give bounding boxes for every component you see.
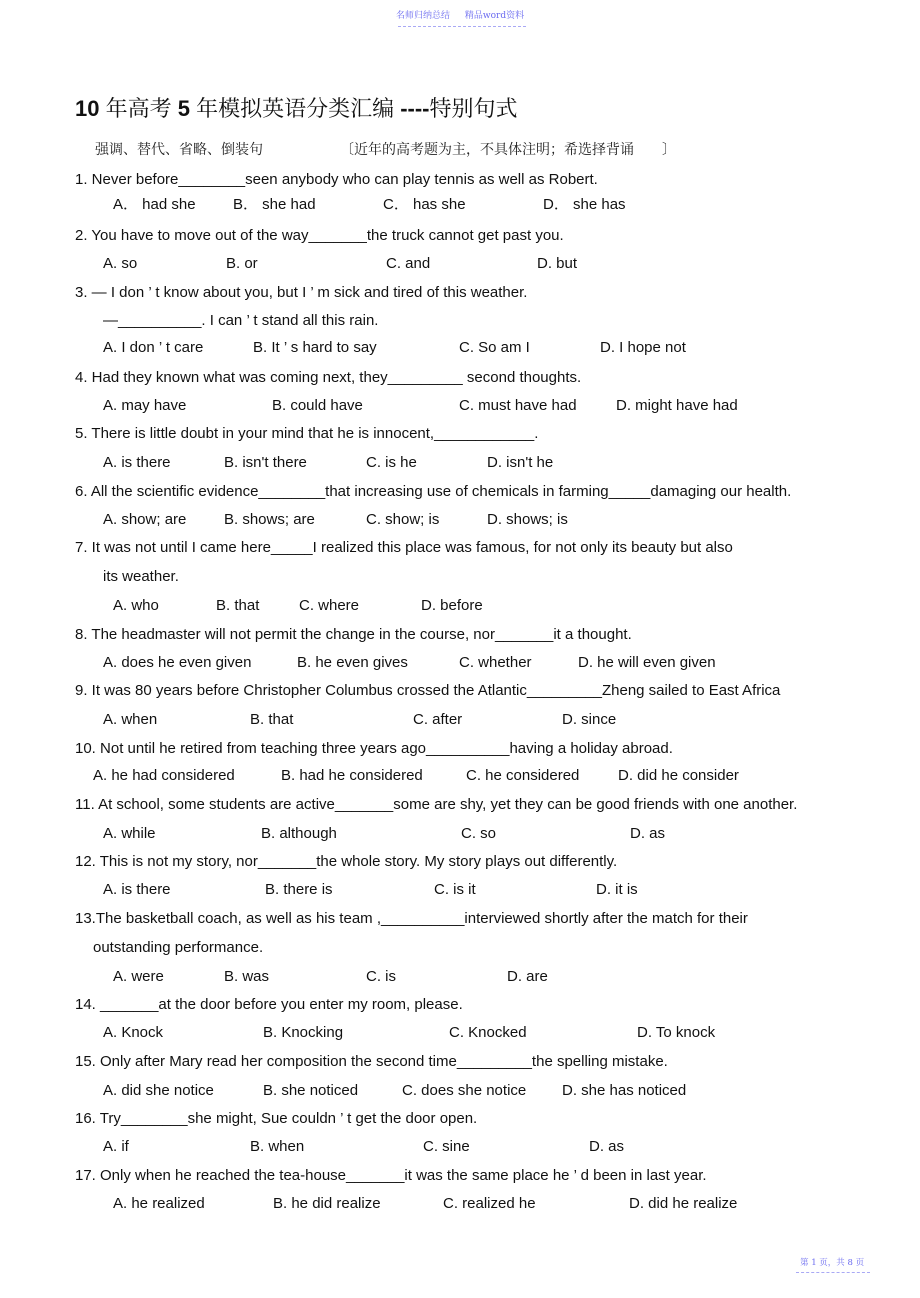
answer-option-b: B． she had (233, 196, 316, 213)
answer-option-d: D. I hope not (600, 339, 686, 356)
answer-option-a: A. is there (103, 881, 171, 898)
answer-option-b: B. could have (272, 397, 363, 414)
question-text: 7. It was not until I came here_____I realized this place was famous, for not only its beauty but also (75, 539, 733, 556)
answer-option-a: A. were (113, 968, 164, 985)
answer-option-c: C. is (366, 968, 396, 985)
answer-option-d: D. it is (596, 881, 638, 898)
answer-option-d: D. shows; is (487, 511, 568, 528)
question-text: 17. Only when he reached the tea-house_______it was the same place he ’ d been in last year. (75, 1167, 707, 1184)
question-text-continued: its weather. (103, 568, 179, 585)
answer-option-c: C. must have had (459, 397, 577, 414)
question-text: 1. Never before________seen anybody who can play tennis as well as Robert. (75, 171, 598, 188)
question-text: 11. At school, some students are active_______some are shy, yet they can be good friends with one another. (75, 796, 798, 813)
question-text-continued: —__________. I can ’ t stand all this rain. (103, 312, 379, 329)
answer-option-c: C. is it (434, 881, 476, 898)
answer-option-d: D. since (562, 711, 617, 728)
subtitle-topics: 强调、替代、省略、倒装句 (95, 142, 263, 158)
question-text: 4. Had they known what was coming next, they_________ second thoughts. (75, 369, 582, 386)
answer-option-a: A. when (103, 711, 158, 728)
title-part: 年模拟英语分类汇编 (189, 96, 401, 121)
title-part: 年高考 (99, 96, 178, 121)
answer-option-d: D. she has noticed (562, 1082, 687, 1099)
answer-option-b: B. that (216, 597, 260, 614)
answer-option-b: B. that (250, 711, 294, 728)
answer-option-c: C. Knocked (449, 1024, 527, 1041)
question-text: 5. There is little doubt in your mind that he is innocent,____________. (75, 425, 539, 442)
answer-option-b: B. there is (265, 881, 333, 898)
answer-option-c: C. is he (366, 454, 417, 471)
answer-option-d: D. isn't he (487, 454, 554, 471)
answer-option-b: B. he did realize (273, 1195, 381, 1212)
answer-option-c: C. does she notice (402, 1082, 527, 1099)
answer-option-b: B. It ’ s hard to say (253, 339, 377, 356)
answer-option-c: C. show; is (366, 511, 440, 528)
answer-option-a: A. may have (103, 397, 187, 414)
page-header (396, 8, 536, 21)
answer-option-d: D. he will even given (578, 654, 716, 671)
header-left: 名师归纳总结 (396, 11, 451, 21)
answer-option-c: C. after (413, 711, 463, 728)
title-part: 特别句式 (429, 96, 518, 121)
answer-option-a: A. who (113, 597, 159, 614)
answer-option-d: D. but (537, 255, 578, 272)
answer-option-a: A. so (103, 255, 138, 272)
answer-option-d: D. To knock (637, 1024, 716, 1041)
answer-option-c: C. where (299, 597, 360, 614)
question-text: 15. Only after Mary read her composition the second time_________the spelling mistake. (75, 1053, 668, 1070)
answer-option-a: A. if (103, 1138, 129, 1155)
question-text: 6. All the scientific evidence________that increasing use of chemicals in farming_____damaging our health. (75, 483, 792, 500)
answer-option-b: B. shows; are (224, 511, 315, 528)
answer-option-d: D. might have had (616, 397, 738, 414)
answer-option-a: A. he had considered (93, 767, 235, 784)
question-text-continued: outstanding performance. (93, 939, 264, 956)
page-title (75, 92, 518, 123)
answer-option-c: C. whether (459, 654, 532, 671)
answer-option-c: C. realized he (443, 1195, 536, 1212)
answer-option-d: D. did he consider (618, 767, 739, 784)
question-text: 10. Not until he retired from teaching three years ago__________having a holiday abroad. (75, 740, 673, 757)
question-text: 8. The headmaster will not permit the change in the course, nor_______it a thought. (75, 626, 632, 643)
answer-option-a: A. does he even given (103, 654, 252, 671)
question-text: 9. It was 80 years before Christopher Columbus crossed the Atlantic_________Zheng sailed to East Africa (75, 682, 781, 699)
answer-option-c: C. sine (423, 1138, 470, 1155)
answer-option-b: B. had he considered (281, 767, 423, 784)
answer-option-a: A． had she (113, 196, 196, 213)
answer-option-a: A. is there (103, 454, 171, 471)
answer-option-a: A. Knock (103, 1024, 164, 1041)
answer-option-b: B. was (224, 968, 270, 985)
answer-option-c: C． has she (383, 196, 466, 213)
question-text: 12. This is not my story, nor_______the whole story. My story plays out differently. (75, 853, 618, 870)
title-part: 5 (177, 96, 190, 121)
footer-divider (796, 1272, 870, 1273)
question-text: 2. You have to move out of the way_______the truck cannot get past you. (75, 227, 564, 244)
header-right: 精品word资料 (464, 11, 525, 21)
answer-option-d: D. as (589, 1138, 625, 1155)
answer-option-d: D． she has (543, 196, 626, 213)
answer-option-c: C. he considered (466, 767, 580, 784)
answer-option-c: C. So am I (459, 339, 530, 356)
page-footer: 第 1 页，共 8 页 (800, 1258, 865, 1268)
answer-option-a: A. did she notice (103, 1082, 214, 1099)
answer-option-a: A. while (103, 825, 156, 842)
answer-option-a: A. show; are (103, 511, 187, 528)
question-text: 13.The basketball coach, as well as his team ,__________interviewed shortly after the match for their (75, 910, 748, 927)
question-text: 16. Try________she might, Sue couldn ’ t get the door open. (75, 1110, 478, 1127)
answer-option-b: B. when (250, 1138, 305, 1155)
answer-option-b: B. isn't there (224, 454, 307, 471)
question-text: 14. _______at the door before you enter my room, please. (75, 996, 463, 1013)
answer-option-d: D. before (421, 597, 483, 614)
answer-option-b: B. or (226, 255, 258, 272)
answer-option-b: B. she noticed (263, 1082, 359, 1099)
answer-option-d: D. as (630, 825, 666, 842)
answer-option-a: A. he realized (113, 1195, 205, 1212)
answer-option-a: A. I don ’ t care (103, 339, 204, 356)
subtitle-note: 〔近年的高考题为主，不具体注明；希选择背诵 〕 (340, 142, 676, 158)
title-part: ---- (400, 96, 430, 121)
title-part: 10 (75, 96, 100, 121)
question-text: 3. — I don ’ t know about you, but I ’ m sick and tired of this weather. (75, 284, 528, 301)
answer-option-d: D. did he realize (629, 1195, 738, 1212)
answer-option-d: D. are (507, 968, 548, 985)
answer-option-b: B. Knocking (263, 1024, 344, 1041)
answer-option-b: B. although (261, 825, 337, 842)
answer-option-b: B. he even gives (297, 654, 408, 671)
header-divider (398, 26, 526, 27)
answer-option-c: C. and (386, 255, 431, 272)
answer-option-c: C. so (461, 825, 497, 842)
